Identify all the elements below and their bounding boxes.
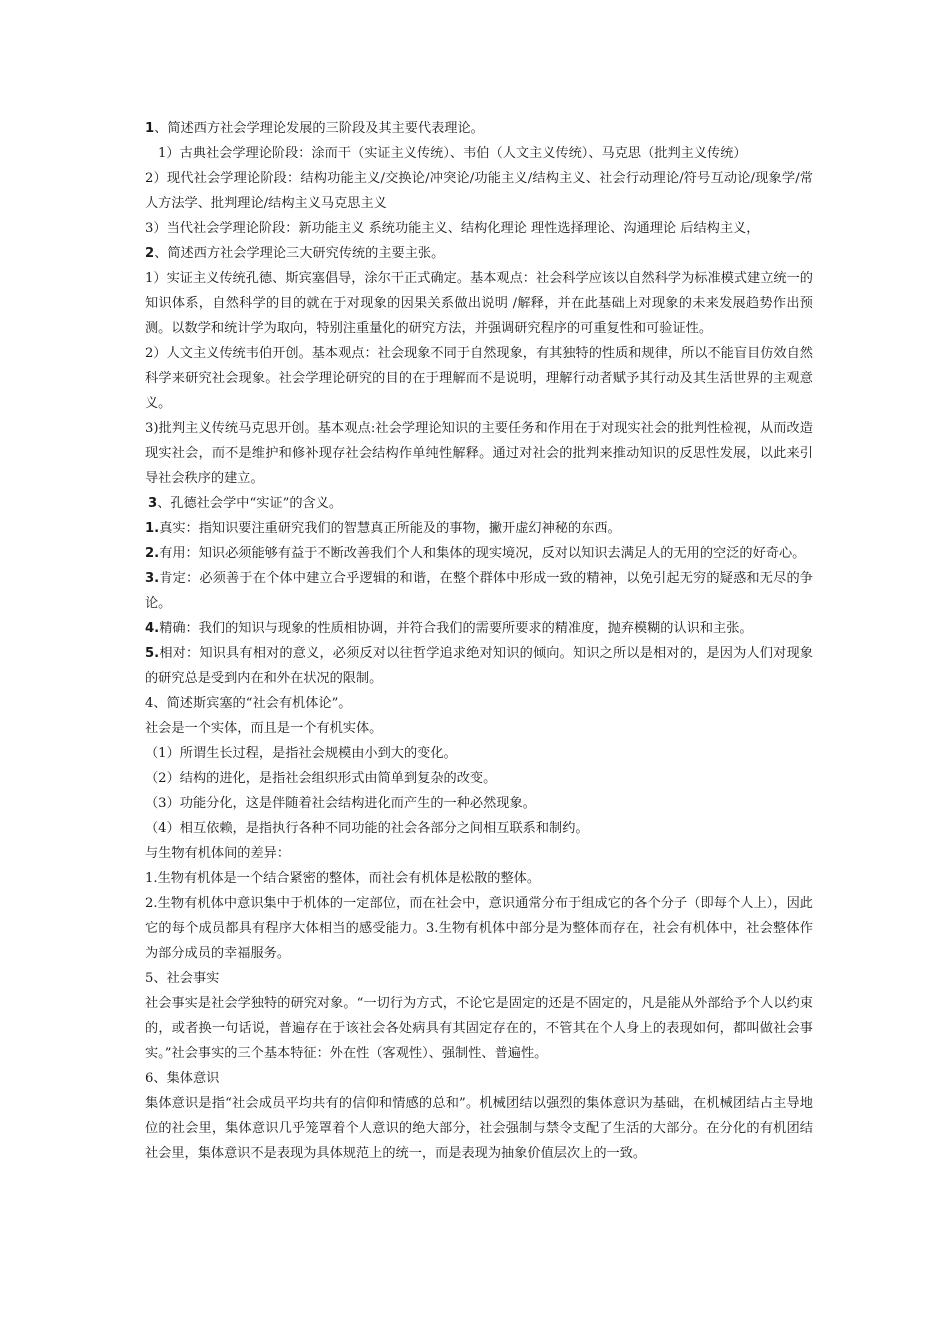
item-number: 3. (145, 571, 160, 586)
item-text: 相对：知识具有相对的意义，必须反对以往哲学追求绝对知识的倾向。知识之所以是相对的，是因为人们对现象的研究总是受到内在和外在状况的限制。 (145, 646, 813, 686)
answer-item: （3）功能分化，这是伴随着社会结构进化而产生的一种必然现象。 (145, 796, 536, 811)
answer-item (145, 641, 813, 691)
question-1 (145, 116, 813, 141)
answer-item: 3）当代社会学理论阶段：新功能主义 系统功能主义、结构化理论 理性选择理论、沟通理论 后结构主义， (145, 221, 760, 236)
answer-item: （4）相互依赖，是指执行各种不同功能的社会各部分之间相互联系和制约。 (145, 821, 589, 836)
answer-item: 2）人文主义传统韦伯开创。基本观点：社会现象不同于自然现象，有其独特的性质和规律，所以不能盲目仿效自然科学来研究社会现象。社会学理论研究的目的在于理解而不是说明，理解行动者赋予其行动及其生活世界的主观意义。 (145, 346, 813, 411)
item-text: 肯定：必须善于在个体中建立合乎逻辑的和谐，在整个群体中形成一致的精神，以免引起无穷的疑惑和无尽的争论。 (145, 571, 813, 611)
question-text: 、孔德社会学中“实证”的含义。 (157, 496, 343, 511)
question-text: 、简述西方社会学理论发展的三阶段及其主要代表理论。 (154, 121, 484, 136)
answer-item: 社会是一个实体，而且是一个有机实体。 (145, 721, 383, 736)
item-number: 4. (145, 621, 160, 636)
question-6: 6、集体意识 (145, 1071, 220, 1086)
answer-item: （1）所谓生长过程，是指社会规模由小到大的变化。 (145, 746, 457, 761)
question-number: 1 (145, 121, 155, 136)
answer-item: 社会事实是社会学独特的研究对象。“一切行为方式，不论它是固定的还是不固定的，凡是能从外部给予个人以约束的，或者换一句话说，普遍存在于该社会各处病具有其固定存在的，不管其在个人身上的表现如何，都叫做社会事实。”社会事实的三个基本特征：外在性（客观性）、强制性、普遍性。 (145, 996, 813, 1061)
item-text: 有用：知识必须能够有益于不断改善我们个人和集体的现实境况，反对以知识去满足人的无用的空泛的好奇心。 (159, 546, 806, 561)
document-body (145, 116, 813, 1166)
answer-item (145, 541, 813, 566)
answer-item: 1）古典社会学理论阶段：涂而干（实证主义传统）、韦伯（人文主义传统）、马克思（批判主义传统） (158, 146, 747, 161)
item-number: 2. (145, 546, 160, 561)
answer-item: 集体意识是指“社会成员平均共有的信仰和情感的总和”。机械团结以强烈的集体意识为基础，在机械团结占主导地位的社会里，集体意识几乎笼罩着个人意识的绝大部分，社会强制与禁令支配了生活的大部分。在分化的有机团结社会里，集体意识不是表现为具体规范上的统一，而是表现为抽象价值层次上的一致。 (145, 1096, 813, 1161)
item-text: 精确：我们的知识与现象的性质相协调，并符合我们的需要所要求的精准度，抛弃模糊的认识和主张。 (159, 621, 753, 636)
question-number: 2 (145, 246, 155, 261)
answer-item: 3)批判主义传统马克思开创。基本观点:社会学理论知识的主要任务和作用在于对现实社会的批判性检视，从而改造现实社会，而不是维护和修补现存社会结构作单纯性解释。通过对社会的批判来推动知识的反思性发展，以此来引导社会秩序的建立。 (145, 421, 813, 486)
answer-item: （2）结构的进化，是指社会组织形式由简单到复杂的改变。 (145, 771, 497, 786)
item-number: 1. (145, 521, 160, 536)
answer-item: 2）现代社会学理论阶段：结构功能主义/交换论/冲突论/功能主义/结构主义、社会行动理论/符号互动论/现象学/常人方法学、批判理论/结构主义马克思主义 (145, 171, 813, 211)
answer-item (145, 566, 813, 616)
question-2 (145, 241, 813, 266)
answer-item (145, 516, 813, 541)
question-text: 、简述西方社会学理论三大研究传统的主要主张。 (154, 246, 445, 261)
item-number: 5. (145, 646, 160, 661)
question-4: 4、简述斯宾塞的“社会有机体论”。 (145, 696, 352, 711)
answer-item: 2.生物有机体中意识集中于机体的一定部位，而在社会中，意识通常分布于组成它的各个分子（即每个人上），因此它的每个成员都具有程序大体相当的感受能力。3.生物有机体中部分是为整体而存在，社会有机体中，社会整体作为部分成员的幸福服务。 (145, 896, 813, 961)
item-text: 真实：指知识要注重研究我们的智慧真正所能及的事物，撇开虚幻神秘的东西。 (159, 521, 621, 536)
question-5: 5、社会事实 (145, 971, 220, 986)
answer-item (145, 616, 813, 641)
question-number: 3 (148, 496, 158, 511)
answer-item: 与生物有机体间的差异： (145, 846, 291, 861)
question-3 (145, 491, 813, 516)
answer-item: 1.生物有机体是一个结合紧密的整体，而社会有机体是松散的整体。 (145, 871, 541, 886)
answer-item: 1）实证主义传统孔德、斯宾塞倡导，涂尔干正式确定。基本观点：社会科学应该以自然科学为标准模式建立统一的知识体系，自然科学的目的就在于对现象的因果关系做出说明 /解释，并在此基础上对现象的未来发展趋势作出预测。以数学和统计学为取向，特别注重量化的研究方法，并强调研究程序的可重复性和可验证性。 (145, 271, 813, 336)
